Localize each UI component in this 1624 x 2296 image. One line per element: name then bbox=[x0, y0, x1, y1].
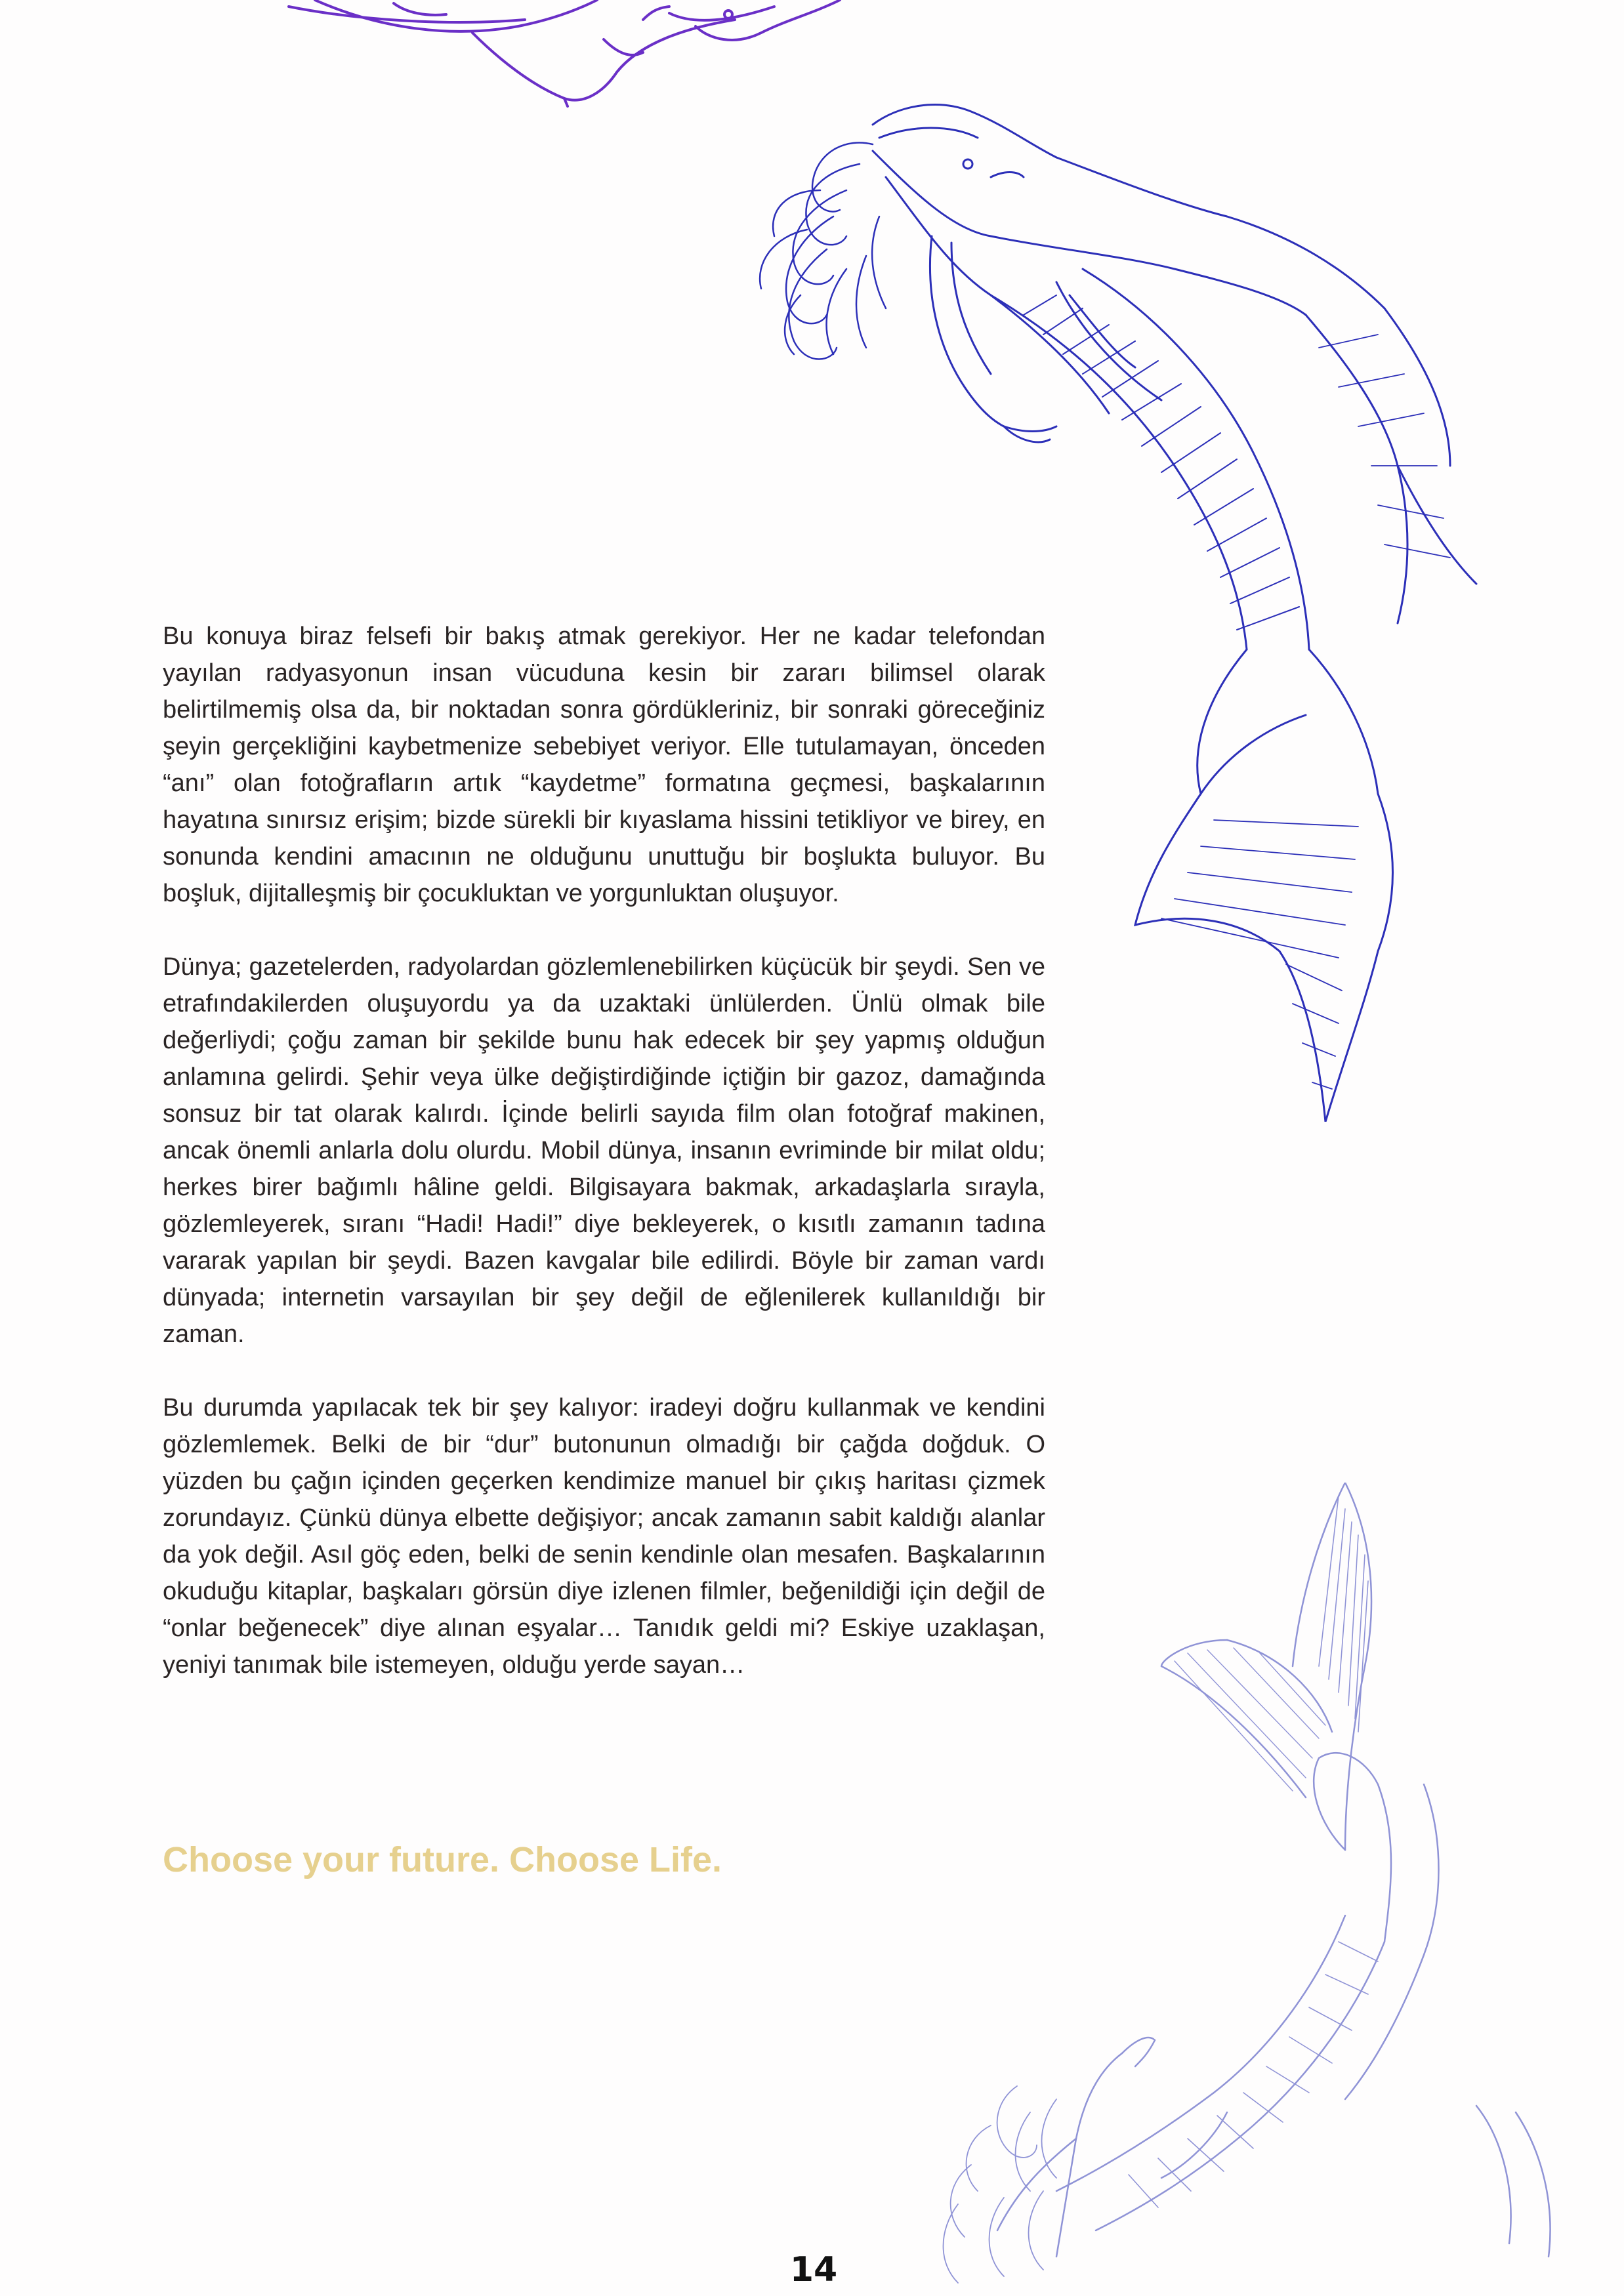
article-body bbox=[163, 618, 1045, 1720]
page-number: 14 bbox=[789, 2250, 838, 2289]
tagline: Choose your future. Choose Life. bbox=[163, 1840, 722, 1879]
article-paragraph-2: Dünya; gazetelerden, radyolardan gözlemlenebilirken küçücük bir şeydi. Sen ve etrafındakilerden oluşuyordu ya da uzaktaki ünlülerden. Ünlü olmak bile değerliydi; çoğu zaman bir şekilde bunu hak edecek bir şey yapmış olduğun anlamına gelirdi. Şehir veya ülke değiştirdiğinde içtiğin bir gazoz, damağında sonsuz bir tat olarak kalırdı. İçinde belirli sayıda film olan fotoğraf makinen, ancak önemli anlarla dolu olurdu. Mobil dünya, insanın evriminde bir milat oldu; herkes birer bağımlı hâline geldi. Bilgisayara bakmak, arkadaşlarla sırayla, gözlemleyerek, sıranı “Hadi! Hadi!” diye bekleyerek, o kısıtlı zamanın tadına vararak yapılan bir şeydi. Bazen kavgalar bile edilirdi. Böyle bir zaman vardı dünyada; internetin varsayılan bir şey değil de eğlenilerek kullanıldığı bir zaman. bbox=[163, 953, 1045, 1348]
article-paragraph-3: Bu durumda yapılacak tek bir şey kalıyor: iradeyi doğru kullanmak ve kendini gözlemlemek. Belki de bir “dur” butonunun olmadığı bir çağda doğduk. O yüzden bu çağın içinden geçerken kendimize manuel bir çıkış haritası çizmek zorundayız. Çünkü dünya elbette değişiyor; ancak zamanın sabit kaldığı alanlar da yok değil. Asıl göç eden, belki de senin kendinle olan mesafen. Başkalarının okuduğu kitaplar, başkaları görsün diye izlenen filmler, beğenildiği için değil de “onlar beğenecek” diye alınan eşyalar… Tanıdık geldi mi? Eskiye uzaklaşan, yeniyi tanımak bile istemeyen, olduğu yerde sayan… bbox=[163, 1394, 1045, 1679]
article-paragraph-1: Bu konuya biraz felsefi bir bakış atmak gerekiyor. Her ne kadar telefondan yayılan radyasyonun insan vücuduna kesin bir zararı bilimsel olarak belirtilmemiş olsa da, bir noktadan sonra gördükleriniz, bir sonraki göreceğiniz şeyin gerçekliğini kaybetmenize sebebiyet veriyor. Elle tutulamayan, önceden “anı” olan fotoğrafların artık “kaydetme” formatına geçmesi, başkalarının hayatına sınırsız erişim; bizde sürekli bir kıyaslama hissini tetikliyor ve birey, en sonunda kendini amacının ne olduğunu unuttuğu bir boşlukta buluyor. Bu boşluk, dijitalleşmiş bir çocukluktan ve yorgunluktan oluşuyor. bbox=[163, 623, 1045, 907]
mermaid-illustration-top bbox=[276, 0, 866, 108]
